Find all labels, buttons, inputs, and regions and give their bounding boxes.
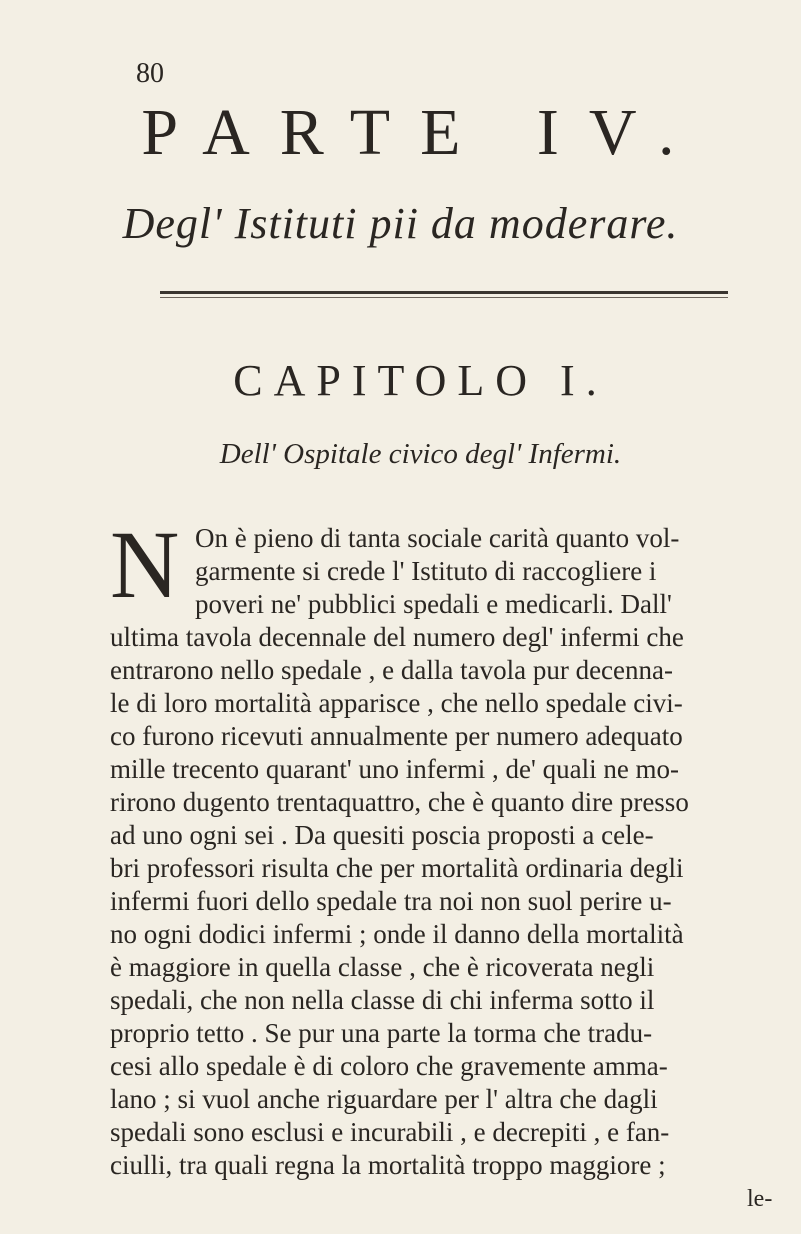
text-line: spedali, che non nella classe di chi inferma sotto il <box>110 985 655 1015</box>
part-title: PARTE IV. <box>141 96 705 169</box>
part-subtitle: Degl' Istituti pii da moderare. <box>122 199 679 248</box>
chapter-title: CAPITOLO I. <box>233 356 608 405</box>
text-line: ad uno ogni sei . Da quesiti poscia proposti a cele- <box>110 820 654 850</box>
chapter-subtitle: Dell' Ospitale civico degl' Infermi. <box>219 438 622 470</box>
text-line: garmente si crede l' Istituto di raccogliere i <box>195 556 657 586</box>
text-line: ultima tavola decennale del numero degl' infermi che <box>110 622 684 652</box>
text-line: bri professori risulta che per mortalità ordinaria degli <box>110 853 684 883</box>
opening-lines <box>195 522 795 621</box>
catchword: le- <box>747 1186 773 1212</box>
text-line: no ogni dodici infermi ; onde il danno della mortalità <box>110 919 684 949</box>
decorative-rule-thin <box>160 297 728 298</box>
text-line: mille trecento quarant' uno infermi , de' quali ne mo- <box>110 754 680 784</box>
text-line: le di loro mortalità apparisce , che nello spedale civi- <box>110 688 683 718</box>
body-text <box>110 621 800 1182</box>
text-line: On è pieno di tanta sociale carità quanto vol- <box>195 523 680 553</box>
text-line: lano ; si vuol anche riguardare per l' altra che dagli <box>110 1084 658 1114</box>
text-line: cesi allo spedale è di coloro che gravemente amma- <box>110 1051 668 1081</box>
text-line: infermi fuori dello spedale tra noi non suol perire u- <box>110 886 672 916</box>
drop-cap: N <box>110 511 180 618</box>
decorative-rule <box>160 291 728 294</box>
text-line: ciulli, tra quali regna la mortalità troppo maggiore ; <box>110 1150 666 1180</box>
page-number: 80 <box>136 58 164 89</box>
text-line: proprio tetto . Se pur una parte la torma che tradu- <box>110 1018 653 1048</box>
text-line: è maggiore in quella classe , che è ricoverata negli <box>110 952 655 982</box>
text-line: rirono dugento trentaquattro, che è quanto dire presso <box>110 787 689 817</box>
text-line: co furono ricevuti annualmente per numero adequato <box>110 721 683 751</box>
text-line: poveri ne' pubblici spedali e medicarli. Dall' <box>195 589 672 619</box>
text-line: entrarono nello spedale , e dalla tavola pur decenna- <box>110 655 673 685</box>
text-line: spedali sono esclusi e incurabili , e decrepiti , e fan- <box>110 1117 670 1147</box>
